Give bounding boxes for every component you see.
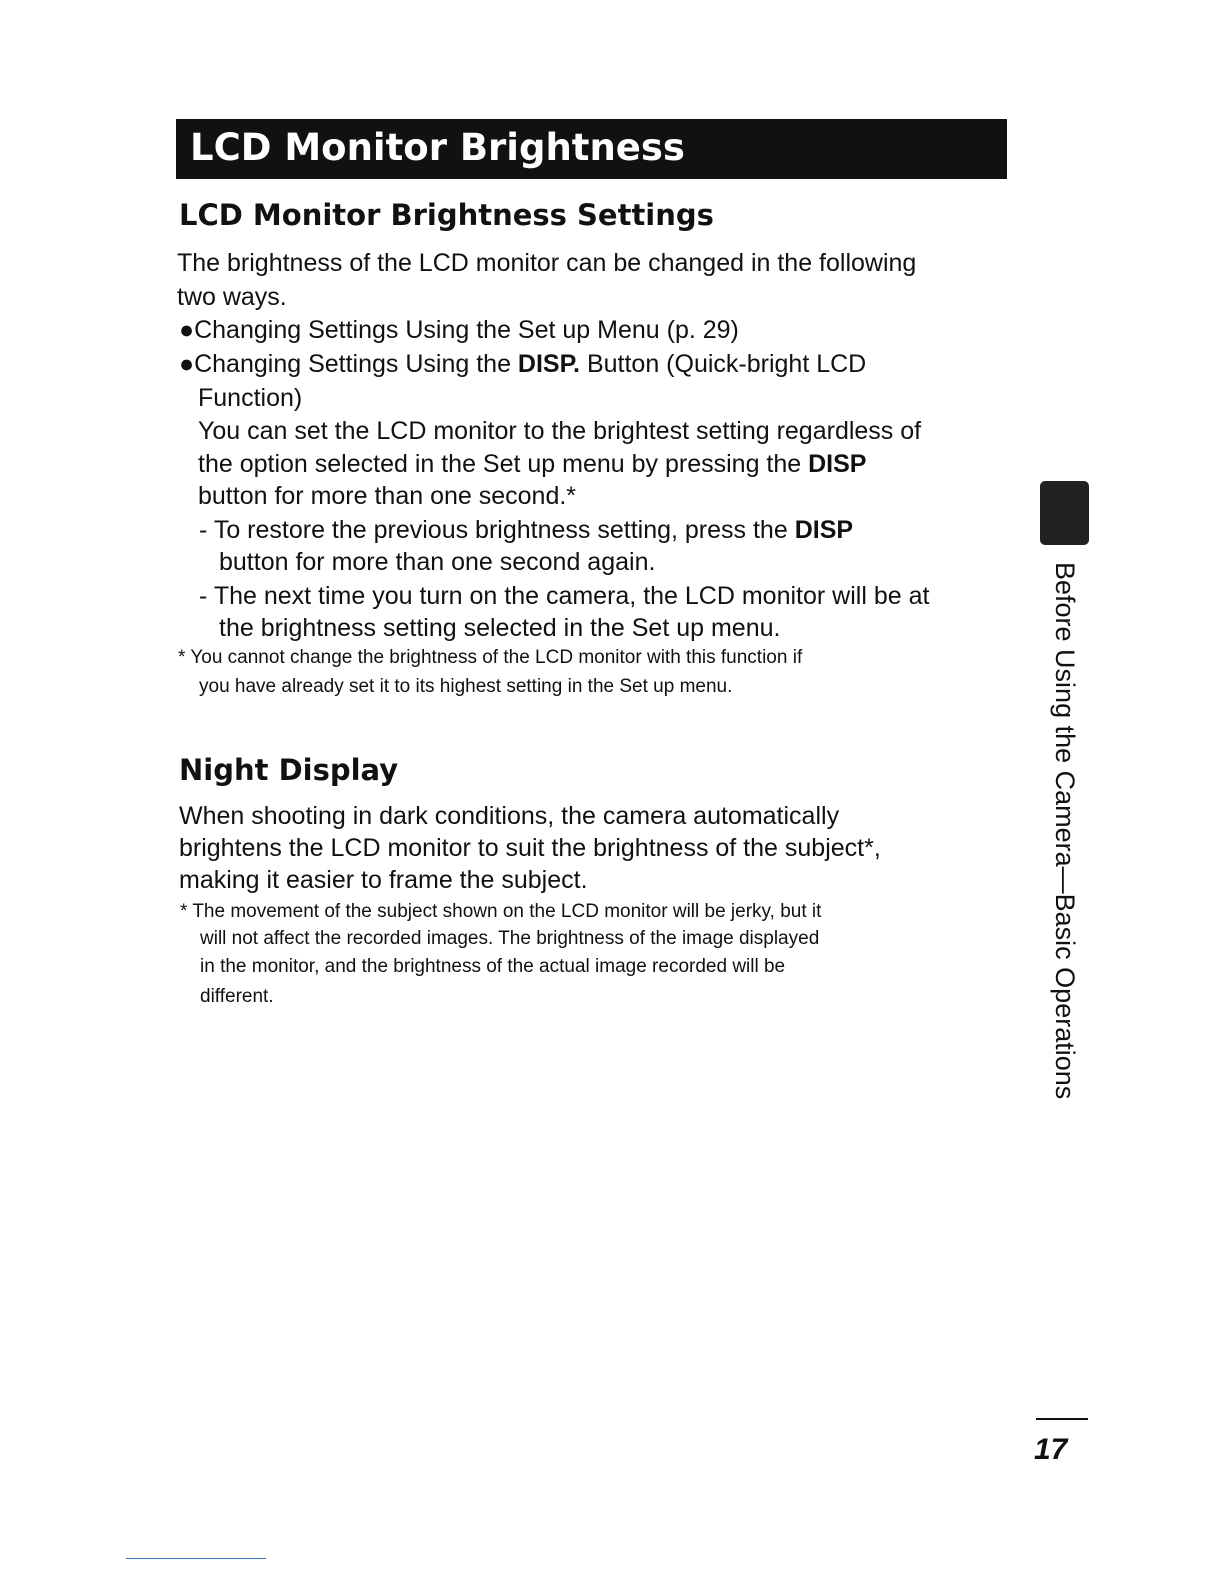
para-line-1: You can set the LCD monitor to the brightest setting regardless of <box>198 417 922 445</box>
bullet-disp-button <box>179 348 866 380</box>
footnote-2-line-4: different. <box>200 986 274 1007</box>
dash-restore-line-1 <box>199 514 853 546</box>
para-line-2-text: the option selected in the Set up menu by pressing the <box>198 450 809 478</box>
bullet-setup-menu: ●Changing Settings Using the Set up Menu (p. 29) <box>179 316 739 344</box>
section-heading-brightness-settings: LCD Monitor Brightness Settings <box>179 198 714 232</box>
bullet-disp-continuation: Function) <box>198 384 303 412</box>
disp-label: DISP <box>808 450 867 478</box>
bullet-disp-post: Button (Quick-bright LCD <box>580 350 867 378</box>
para-line-3: button for more than one second.* <box>198 482 577 510</box>
page-number-rule <box>1036 1418 1088 1420</box>
page-number: 17 <box>1034 1433 1068 1466</box>
chapter-tab-marker <box>1040 481 1089 545</box>
night-body-line-1: When shooting in dark conditions, the camera automatically <box>179 802 840 830</box>
night-body-line-3: making it easier to frame the subject. <box>179 866 588 894</box>
dash-restore-line-2: button for more than one second again. <box>219 548 656 576</box>
page-title: LCD Monitor Brightness <box>190 126 685 169</box>
bottom-rule <box>126 1558 266 1559</box>
footnote-2-line-1: * The movement of the subject shown on the LCD monitor will be jerky, but it <box>180 901 822 922</box>
footnote-2-line-2: will not affect the recorded images. The brightness of the image displayed <box>200 928 820 949</box>
footnote-2-line-3: in the monitor, and the brightness of the actual image recorded will be <box>200 956 786 977</box>
bullet-disp-pre: ●Changing Settings Using the <box>179 350 518 378</box>
disp-button-label: DISP. <box>517 350 580 378</box>
dash-next-time-line-2: the brightness setting selected in the Set up menu. <box>219 614 781 642</box>
dash-restore-text: - To restore the previous brightness setting, press the <box>199 516 795 544</box>
footnote-1-line-1: * You cannot change the brightness of the LCD monitor with this function if <box>178 647 803 668</box>
section-heading-night-display: Night Display <box>179 753 399 787</box>
intro-line-1: The brightness of the LCD monitor can be changed in the following <box>177 249 917 277</box>
chapter-side-label: Before Using the Camera—Basic Operations <box>1050 562 1080 1100</box>
footnote-1-line-2: you have already set it to its highest setting in the Set up menu. <box>199 676 733 697</box>
intro-line-2: two ways. <box>177 283 287 311</box>
para-line-2 <box>198 448 866 480</box>
disp-label: DISP <box>794 516 854 544</box>
night-body-line-2: brightens the LCD monitor to suit the brightness of the subject*, <box>179 834 881 862</box>
dash-next-time-line-1: - The next time you turn on the camera, the LCD monitor will be at <box>199 582 930 610</box>
title-banner <box>176 119 1007 179</box>
